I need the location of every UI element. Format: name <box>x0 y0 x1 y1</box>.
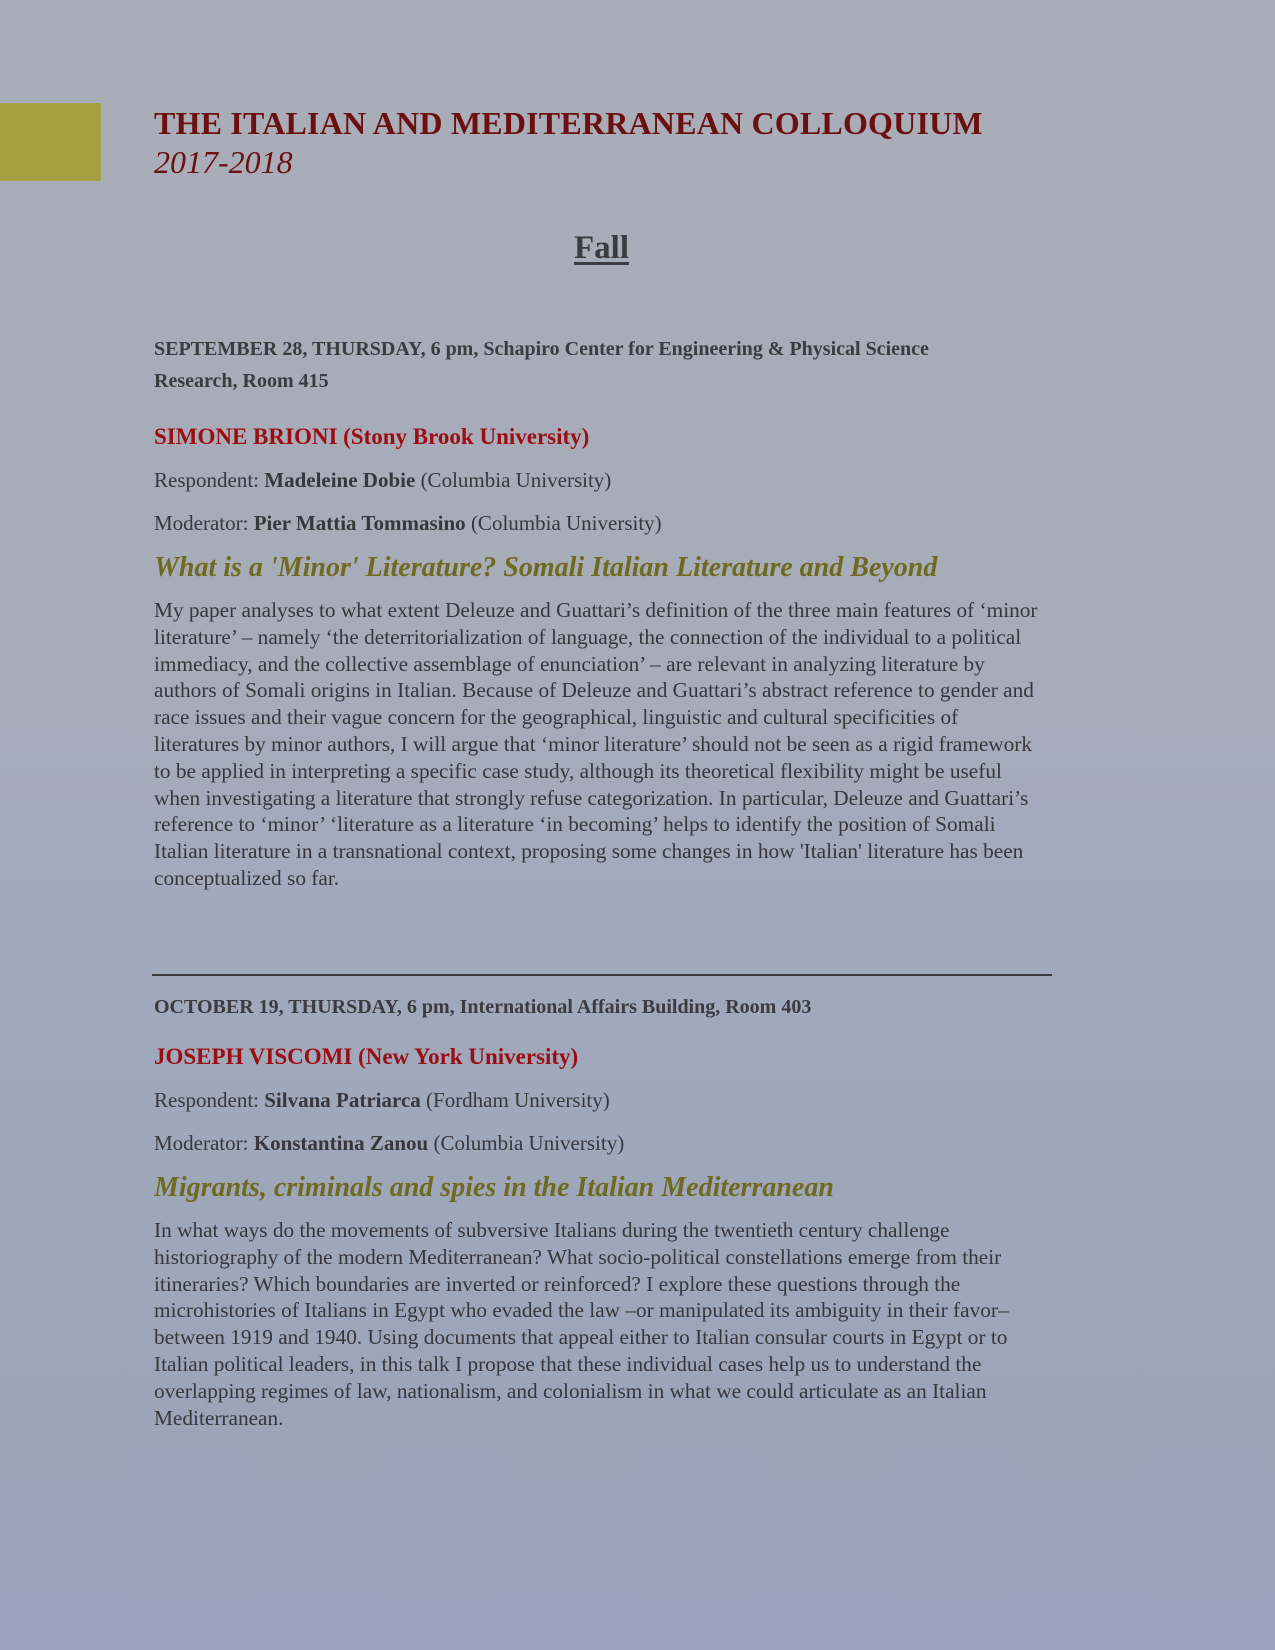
respondent-name: Madeleine Dobie <box>264 468 416 492</box>
moderator-name: Pier Mattia Tommasino <box>253 511 466 535</box>
moderator-affiliation: (Columbia University) <box>465 511 662 535</box>
moderator-name: Konstantina Zanou <box>253 1131 429 1155</box>
event-section <box>154 333 1054 892</box>
respondent-label: Respondent: <box>154 1088 265 1112</box>
academic-year: 2017-2018 <box>154 144 293 180</box>
moderator-label: Moderator: <box>154 1131 254 1155</box>
page-header <box>154 104 983 182</box>
speaker-name: JOSEPH VISCOMI (New York University) <box>154 1044 579 1069</box>
page-title: THE ITALIAN AND MEDITERRANEAN COLLOQUIUM <box>154 105 983 141</box>
respondent-line <box>154 1086 1054 1114</box>
respondent-affiliation: (Fordham University) <box>420 1088 610 1112</box>
talk-title: What is a 'Minor' Literature? Somali Italian Literature and Beyond <box>154 552 938 583</box>
moderator-line <box>154 509 1054 537</box>
moderator-affiliation: (Columbia University) <box>428 1131 625 1155</box>
respondent-name: Silvana Patriarca <box>264 1088 421 1112</box>
respondent-line <box>154 466 1054 494</box>
event-date-location: SEPTEMBER 28, THURSDAY, 6 pm, Schapiro Center for Engineering & Physical Science Research, Room 415 <box>154 338 929 392</box>
accent-block <box>0 103 101 181</box>
respondent-label: Respondent: <box>154 468 265 492</box>
speaker-name: SIMONE BRIONI (Stony Brook University) <box>154 424 590 449</box>
talk-abstract: My paper analyses to what extent Deleuze and Guattari’s definition of the three main features of ‘minor literature’ – namely ‘the deterritorialization of language, the connection of the individual to a political immediacy, and the collective assemblage of enunciation’ – are relevant in analyzing literature by authors of Somali origins in Italian. Because of Deleuze and Guattari’s abstract reference to gender and race issues and their vague concern for the geographical, linguistic and cultural specificities of literatures by minor authors, I will argue that ‘minor literature’ should not be seen as a rigid framework to be applied in interpreting a specific case study, although its theoretical flexibility might be useful when investigating a literature that strongly refuse categorization. In particular, Deleuze and Guattari’s reference to ‘minor’ ‘literature as a literature ‘in becoming’ helps to identify the position of Somali Italian literature in a transnational context, proposing some changes in how 'Italian' literature has been conceptualized so far. <box>154 598 1038 890</box>
respondent-affiliation: (Columbia University) <box>415 468 612 492</box>
section-divider <box>152 974 1052 976</box>
talk-title: Migrants, criminals and spies in the Italian Mediterranean <box>154 1172 834 1203</box>
event-date-location: OCTOBER 19, THURSDAY, 6 pm, International Affairs Building, Room 403 <box>154 996 812 1018</box>
event-section <box>154 991 1054 1431</box>
talk-abstract: In what ways do the movements of subversive Italians during the twentieth century challenge historiography of the modern Mediterranean? What socio-political constellations emerge from their itineraries? Which boundaries are inverted or reinforced? I explore these questions through the microhistories of Italians in Egypt who evaded the law –or manipulated its ambiguity in their favor– between 1919 and 1940. Using documents that appeal either to Italian consular courts in Egypt or to Italian political leaders, in this talk I propose that these individual cases help us to understand the overlapping regimes of law, nationalism, and colonialism in what we could articulate as an Italian Mediterranean. <box>154 1218 1009 1430</box>
moderator-label: Moderator: <box>154 511 254 535</box>
season-heading: Fall <box>574 230 629 266</box>
moderator-line <box>154 1129 1054 1157</box>
